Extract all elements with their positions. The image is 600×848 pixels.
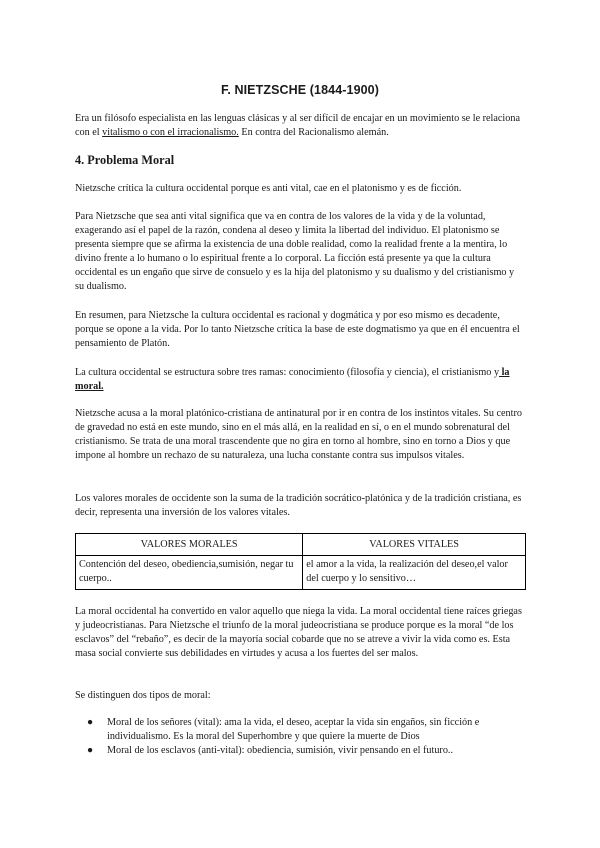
paragraph-6: Los valores morales de occidente son la suma de la tradición socrático-platónica y de la tradición cristiana, es decir, representa una inversión de los valores vitales. (75, 493, 522, 519)
list-item-text: Moral de los esclavos (anti-vital): obediencia, sumisión, vivir pensando en el futuro.. (107, 745, 454, 757)
section-heading: 4. Problema Moral (75, 153, 175, 167)
list-item (75, 716, 535, 744)
list-item (75, 744, 535, 758)
table-header-cell: VALORES VITALES (303, 534, 526, 556)
paragraph-4-emphasis: la moral. (75, 367, 510, 393)
paragraph-1: Nietzsche crítica la cultura occidental porque es anti vital, cae en el platonismo y es de ficción. (75, 183, 462, 194)
table-header-cell: VALORES MORALES (76, 534, 303, 556)
list-item-text: Moral de los señores (vital): ama la vida, el deseo, aceptar la vida sin engaños, sin ficción e individualismo. Es la moral del Superhombre y que quiere la muerte de Dios (107, 717, 480, 743)
paragraph-4-text: La cultura occidental se estructura sobre tres ramas: conocimiento (filosofía y ciencia), el cristianismo y (75, 367, 500, 378)
paragraph-4 (75, 366, 525, 394)
intro-text-end: En contra del Racionalismo alemán. (238, 127, 389, 139)
bullet-icon: ● (87, 745, 94, 757)
table-row (76, 556, 526, 590)
intro-underlined-text: vitalismo o con el irracionalismo. (102, 127, 239, 139)
values-table (75, 533, 526, 590)
bullet-icon: ● (87, 717, 94, 728)
moral-types-list (75, 716, 535, 758)
table-cell: el amor a la vida, la realización del deseo,el valor del cuerpo y lo sensitivo… (303, 556, 526, 590)
table-header-row (76, 534, 526, 556)
intro-paragraph (75, 112, 525, 140)
intro-text: Era un filósofo especialista en las lenguas clásicas y al ser difícil de encajar en un movimiento se le relaciona con el (75, 113, 520, 139)
paragraph-2: Para Nietzsche que sea anti vital significa que va en contra de los valores de la vida y de la voluntad, exagerando así el papel de la razón, condena al deseo y limita la libertad del individuo. El platonismo se presenta siempre que se afirma la existencia de una doble realidad, como la realidad frente a la mentira, lo divino frente a lo humano o lo espiritual frente a lo corporal. La ficción está presente ya que la cultura occidental es un engaño que sirve de consuelo y es la hija del platonismo y su dualismo y del cristianismo y su dualismo. (75, 211, 515, 293)
paragraph-8: Se distinguen dos tipos de moral: (75, 690, 211, 701)
page-title: F. NIETZSCHE (1844-1900) (220, 83, 379, 97)
paragraph-3: En resumen, para Nietzsche la cultura occidental es racional y dogmática y por eso mismo es decadente, porque se opone a la vida. Por lo tanto Nietzsche crítica la base de este dogmatismo ya que en él encuentra el pensamiento de Platón. (75, 310, 520, 350)
paragraph-5: Nietzsche acusa a la moral platónico-cristiana de antinatural por ir en contra de los instintos vitales. Su centro de gravedad no está en este mundo, sino en el más allá, en la realidad en sí, o en el mundo sobrenatural del cristianismo. Se trata de una moral trascendente que no gira en torno al hombre, sino en torno a Dios y que impone al hombre un rechazo de su naturaleza, una lucha constante contra sus impulsos vitales. (75, 408, 522, 462)
table-cell: Contención del deseo, obediencia,sumisión, negar tu cuerpo.. (76, 556, 303, 590)
paragraph-7: La moral occidental ha convertido en valor aquello que niega la vida. La moral occidental tiene raíces griegas y judeocristianas. Para Nietzsche el triunfo de la moral judeocristiana se produce porque es la moral “de los esclavos” del “rebaño”, es decir de la mayoría social cobarde que no se atreve a vivir la vida como es. Esta masa social convierte sus debilidades en virtudes y acusa a los fuertes del ser malos. (75, 606, 522, 660)
